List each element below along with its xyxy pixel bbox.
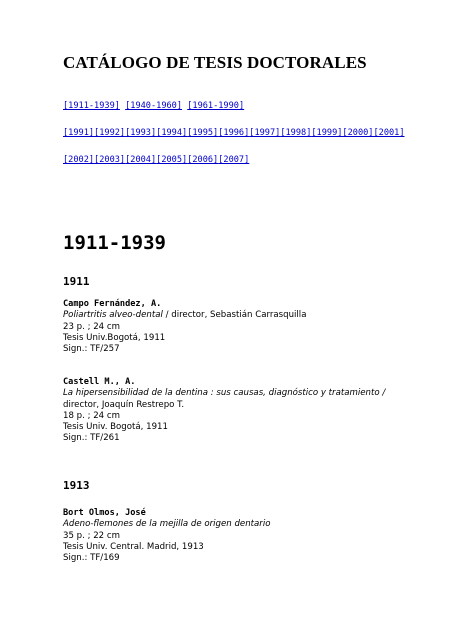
link-1997[interactable]: [1997] xyxy=(249,128,281,138)
entry-title: Adeno-flemones de la mejilla de origen dentario xyxy=(63,519,271,530)
link-1995[interactable]: [1995] xyxy=(187,128,219,138)
year-heading: 1911 xyxy=(63,275,90,288)
link-2001[interactable]: [2001] xyxy=(373,128,405,138)
link-2004[interactable]: [2004] xyxy=(125,155,157,165)
entry-signature: Sign.: TF/257 xyxy=(63,344,120,355)
entry-title: Poliartritis alveo-dental xyxy=(63,310,163,321)
year-heading: 1913 xyxy=(63,479,90,492)
entry-author: Bort Olmos, José xyxy=(63,508,146,518)
link-1996[interactable]: [1996] xyxy=(218,128,250,138)
link-2005[interactable]: [2005] xyxy=(156,155,188,165)
entry-director: / director, Sebastián Carrasquilla xyxy=(162,310,307,321)
link-1911-1939[interactable]: [1911-1939] xyxy=(63,101,120,111)
section-heading: 1911-1939 xyxy=(63,232,166,254)
link-1991[interactable]: [1991] xyxy=(63,128,95,138)
catalog-entry xyxy=(63,299,403,355)
page-title: CATÁLOGO DE TESIS DOCTORALES xyxy=(63,53,367,72)
link-2007[interactable]: [2007] xyxy=(218,155,250,165)
entry-pages: 18 p. ; 24 cm xyxy=(63,410,120,421)
catalog-entry xyxy=(63,377,403,445)
nav-row-years-2002-2007 xyxy=(63,155,249,165)
link-1994[interactable]: [1994] xyxy=(156,128,188,138)
entry-thesis: Tesis Univ. Bogotá, 1911 xyxy=(63,422,168,433)
entry-author: Castell M., A. xyxy=(63,377,136,387)
nav-row-periods xyxy=(63,101,244,111)
catalog-entry xyxy=(63,508,403,564)
link-1940-1960[interactable]: [1940-1960] xyxy=(125,101,183,111)
link-2003[interactable]: [2003] xyxy=(94,155,126,165)
entry-director: director, Joaquín Restrepo T. xyxy=(63,399,185,410)
entry-pages: 23 p. ; 24 cm xyxy=(63,321,120,332)
entry-signature: Sign.: TF/261 xyxy=(63,433,120,444)
link-1992[interactable]: [1992] xyxy=(94,128,126,138)
entry-signature: Sign.: TF/169 xyxy=(63,553,120,564)
nav-row-years-1991-2001 xyxy=(63,128,405,138)
link-1993[interactable]: [1993] xyxy=(125,128,157,138)
entry-title: La hipersensibilidad de la dentina : sus causas, diagnóstico y tratamiento / xyxy=(63,388,386,399)
link-2000[interactable]: [2000] xyxy=(342,128,374,138)
entry-thesis: Tesis Univ.Bogotá, 1911 xyxy=(63,332,166,343)
link-1998[interactable]: [1998] xyxy=(280,128,312,138)
link-1999[interactable]: [1999] xyxy=(311,128,343,138)
link-1961-1990[interactable]: [1961-1990] xyxy=(187,101,245,111)
link-2002[interactable]: [2002] xyxy=(63,155,95,165)
link-2006[interactable]: [2006] xyxy=(187,155,219,165)
entry-pages: 35 p. ; 22 cm xyxy=(63,530,120,541)
entry-thesis: Tesis Univ. Central. Madrid, 1913 xyxy=(63,541,204,552)
entry-author: Campo Fernández, A. xyxy=(63,299,162,309)
